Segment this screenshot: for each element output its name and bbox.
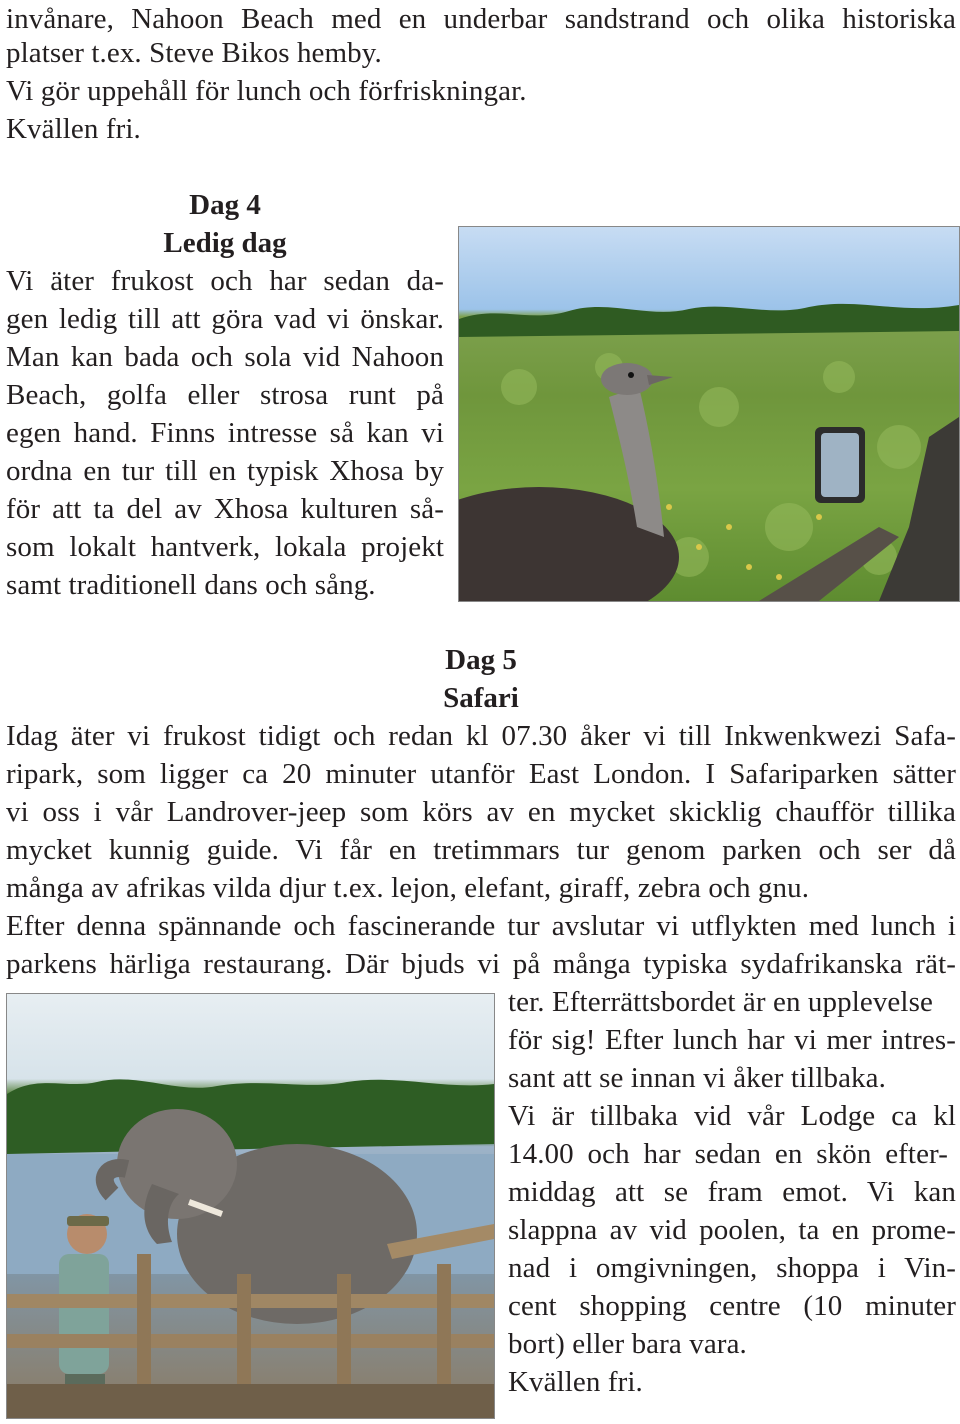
day5-column-line-6: middag att se fram emot. Vi kan — [508, 1176, 956, 1208]
day4-line-5: egen hand. Finns intresse så kan vi — [6, 417, 444, 449]
day4-line-3: Man kan bada och sola vid Nahoon — [6, 341, 444, 373]
day5-line-3: vi oss i vår Landrover-jeep som körs av en mycket skicklig chaufför tillika — [6, 796, 956, 828]
day5-heading: Dag 5 — [445, 644, 517, 676]
day5-column-line-3: sant att se innan vi åker tillbaka. — [508, 1062, 886, 1094]
day4-heading: Dag 4 — [189, 189, 261, 221]
day5-column-line-10: bort) eller bara vara. — [508, 1328, 747, 1360]
day4-line-7: för att ta del av Xhosa kulturen så- — [6, 493, 444, 525]
day5-column-line-5: 14.00 och har sedan en skön efter- — [508, 1138, 948, 1170]
day4-line-6: ordna en tur till en typisk Xhosa by — [6, 455, 444, 487]
day4-line-8: som lokalt hantverk, lokala projekt — [6, 531, 444, 563]
day5-column-line-1: ter. Efterrättsbordet är en upplevelse — [508, 986, 933, 1018]
day5-line-5: många av afrikas vilda djur t.ex. lejon, elefant, giraff, zebra och gnu. — [6, 872, 810, 904]
day5-line-6: Efter denna spännande och fascinerande tur avslutar vi utflykten med lunch i — [6, 910, 956, 942]
top-line-2: platser t.ex. Steve Bikos hemby. — [6, 37, 382, 69]
elephant-illustration — [7, 994, 494, 1418]
day5-column-line-2: för sig! Efter lunch har vi mer intres- — [508, 1024, 956, 1056]
day5-column-line-7: slappna av vid poolen, ta en prome- — [508, 1214, 956, 1246]
day4-line-4: Beach, golfa eller strosa runt på — [6, 379, 444, 411]
day4-line-2: gen ledig till att göra vad vi önskar. — [6, 303, 444, 335]
day5-line-2: ripark, som ligger ca 20 minuter utanför East London. I Safariparken sätter — [6, 758, 956, 790]
ostrich-illustration — [459, 227, 959, 601]
day5-line-1: Idag äter vi frukost tidigt och redan kl 07.30 åker vi till Inkwenkwezi Safa- — [6, 720, 956, 752]
day5-column-line-8: nad i omgivningen, shoppa i Vin- — [508, 1252, 956, 1284]
day5-subheading: Safari — [443, 682, 519, 714]
day4-line-9: samt traditionell dans och sång. — [6, 569, 376, 601]
day5-column-line-11: Kvällen fri. — [508, 1366, 643, 1398]
ostrich-photo — [458, 226, 960, 602]
top-line-1: invånare, Nahoon Beach med en underbar sandstrand och olika historiska — [6, 3, 956, 35]
day5-line-4: mycket kunnig guide. Vi får en tretimmars tur genom parken och ser då — [6, 834, 956, 866]
top-line-3: Vi gör uppehåll för lunch och förfriskningar. — [6, 75, 527, 107]
day5-column-line-9: cent shopping centre (10 minuter — [508, 1290, 956, 1322]
day5-line-7: parkens härliga restaurang. Där bjuds vi på många typiska sydafrikanska rät- — [6, 948, 956, 980]
day4-line-1: Vi äter frukost och har sedan da- — [6, 265, 444, 297]
elephant-photo — [6, 993, 495, 1419]
top-line-4: Kvällen fri. — [6, 113, 141, 145]
day5-column-line-4: Vi är tillbaka vid vår Lodge ca kl — [508, 1100, 956, 1132]
day4-subheading: Ledig dag — [163, 227, 287, 259]
